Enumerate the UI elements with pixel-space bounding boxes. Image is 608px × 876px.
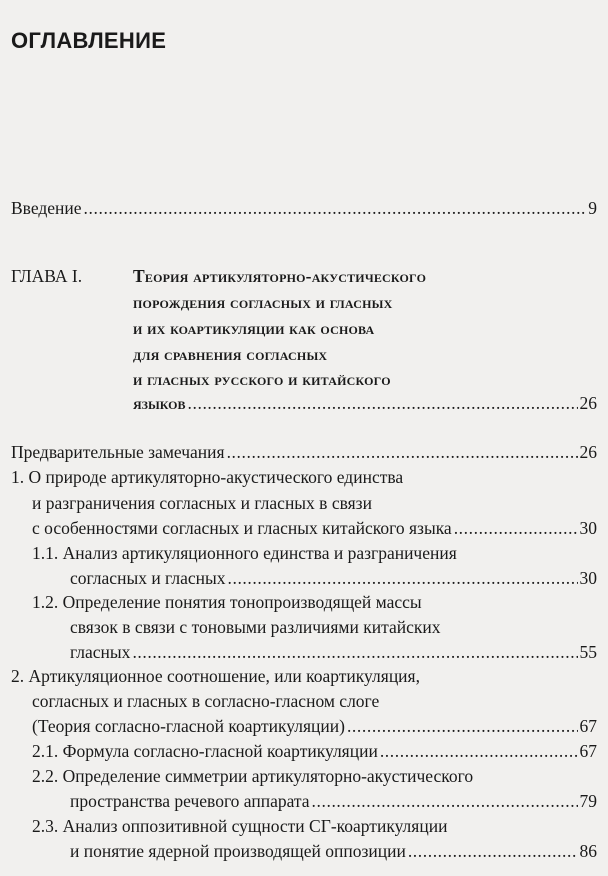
dot-leader [312,789,578,813]
toc-entry-page: 86 [579,841,597,861]
toc-entry-page: 30 [579,518,597,538]
toc-entry-line: пространства речевого аппарата [70,791,310,811]
dot-leader [227,440,578,464]
chapter-title-line: и гласных русского и китайского [133,369,391,389]
toc-entry-page: 67 [579,741,597,761]
toc-entry-last-line [70,839,597,863]
toc-entry-page: 79 [579,791,597,811]
toc-entry-intro[interactable] [11,196,597,220]
chapter-title-line: и их коартикуляции как основа [133,318,375,338]
chapter-title-last-line [133,391,597,415]
toc-entry-line: 1.2. Определение понятия тонопроизводящей массы [32,592,422,612]
toc-entry-line: (Теория согласно-гласной коартикуляции) [32,716,345,736]
toc-entry-last-line [70,789,597,813]
toc-entry-title: 2.1. Формула согласно-гласной коартикуляции [32,741,378,761]
chapter-title-line: языков [133,393,186,413]
chapter-title-line: порождения согласных и гласных [133,292,393,312]
toc-entry-line: 1.1. Анализ артикуляционного единства и разграничения [32,543,457,563]
toc-entry-line: и разграничения согласных и гласных в связи [32,493,372,513]
toc-entry-line: связок в связи с тоновыми различиями китайских [70,617,441,637]
dot-leader [228,566,578,590]
toc-entry-line: 2. Артикуляционное соотношение, или коартикуляция, [11,666,420,686]
toc-entry-page: 26 [579,393,597,413]
toc-entry-title: Введение [11,198,82,218]
toc-entry-title: Предварительные замечания [11,442,225,462]
dot-leader [84,196,587,220]
toc-entry-section-2-1[interactable] [32,739,597,763]
toc-entry-last-line [70,566,597,590]
toc-entry-line: согласных и гласных в согласно-гласном слоге [32,691,380,711]
toc-entry-line: согласных и гласных [70,568,226,588]
toc-entry-last-line [32,516,597,540]
chapter-title-line: для сравнения согласных [133,344,328,364]
toc-entry-line: 2.2. Определение симметрии артикуляторно-акустического [32,766,474,786]
toc-entry-last-line [32,714,597,738]
toc-entry-page: 67 [579,716,597,736]
dot-leader [454,516,578,540]
toc-entry-last-line [70,640,597,664]
toc-entry-line: с особенностями согласных и гласных китайского языка [32,518,452,538]
page-title: ОГЛАВЛЕНИЕ [11,28,167,53]
toc-entry-line: и понятие ядерной производящей оппозиции [70,841,406,861]
chapter-title-line: Теория артикуляторно-акустического [133,266,427,286]
toc-entry-page: 55 [579,642,597,662]
dot-leader [408,839,578,863]
toc-entry-line: 1. О природе артикуляторно-акустического единства [11,467,404,487]
toc-entry-prelim[interactable] [11,440,597,464]
dot-leader [347,714,578,738]
toc-entry-page: 9 [588,198,597,218]
dot-leader [380,739,578,763]
dot-leader [188,391,578,415]
dot-leader [132,640,577,664]
toc-entry-line: 2.3. Анализ оппозитивной сущности СГ-коартикуляции [32,816,448,836]
toc-entry-line: гласных [70,642,131,662]
toc-entry-page: 30 [579,568,597,588]
chapter-label: ГЛАВА I. [11,266,83,286]
toc-entry-page: 26 [579,442,597,462]
